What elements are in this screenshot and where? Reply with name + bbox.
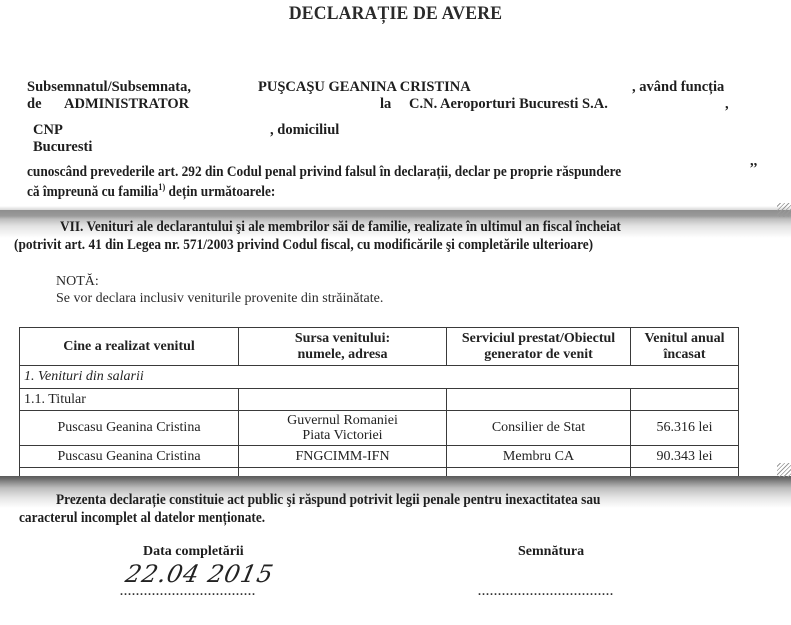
function-label: , având funcția: [632, 79, 725, 95]
line-comma: ,: [725, 96, 729, 112]
date-dotted-line: ..................................: [120, 584, 256, 598]
empty-cell: [631, 389, 739, 411]
table-row: [20, 411, 739, 446]
section-vii-title-line-2: (potrivit art. 41 din Legea nr. 571/2003 privind Codul fiscal, cu modificările şi completările ulterioare): [14, 237, 594, 253]
cnp-label: CNP: [33, 122, 63, 138]
signature-label: Semnătura: [518, 544, 585, 559]
fold-corner-icon: [777, 463, 791, 477]
income-source: Guvernul Romaniei Piata Victoriei: [239, 411, 447, 446]
column-header-source: Sursa venitului: numele, adresa: [239, 328, 447, 366]
declaration-line-1: cunoscând prevederile art. 292 din Codul penal privind falsul în declarații, declar pe proprie răspundere: [27, 164, 622, 180]
column-header-amount: Venitul anual încasat: [631, 328, 739, 366]
section-vii-title-line-1: VII. Venituri ale declarantului şi ale membrilor săi de familie, realizate în ultimul an fiscal încheiat: [60, 219, 621, 235]
declaration-text-a: că împreună cu familia: [27, 183, 159, 200]
income-service: Membru CA: [447, 446, 631, 468]
statement-line-2: caracterul incomplet al datelor menționate.: [19, 510, 266, 526]
income-amount: 56.316 lei: [631, 411, 739, 446]
declarant-name: PUŞCAŞU GEANINA CRISTINA: [258, 79, 471, 95]
section-salaries-label: 1. Venituri din salarii: [20, 366, 739, 389]
empty-cell: [239, 389, 447, 411]
function-prefix: de: [27, 96, 42, 112]
income-who: Puscasu Geanina Cristina: [20, 446, 239, 468]
function-value: ADMINISTRATOR: [64, 96, 190, 112]
income-service: Consilier de Stat: [447, 411, 631, 446]
fold-corner-icon: [777, 203, 791, 217]
income-amount: 90.343 lei: [631, 446, 739, 468]
institution-name: C.N. Aeroporturi Bucuresti S.A.: [409, 96, 608, 112]
date-value-handwritten: 22.04 2015: [123, 560, 277, 588]
table-subsection-row: [20, 389, 739, 411]
table-row: [20, 446, 739, 468]
empty-cell: [447, 389, 631, 411]
declaration-line-2: [27, 182, 275, 201]
table-header-row: [20, 328, 739, 366]
note-text: Se vor declara inclusiv veniturile provenite din străinătate.: [56, 291, 384, 306]
note-label: NOTĂ:: [56, 274, 99, 289]
income-table: [19, 327, 739, 480]
declarant-label: Subsemnatul/Subsemnata,: [27, 79, 191, 95]
signature-dotted-line: ..................................: [478, 584, 614, 598]
document-title: DECLARAȚIE DE AVERE: [288, 3, 503, 24]
domicile-label: , domiciliul: [270, 122, 340, 138]
subsection-titular-label: 1.1. Titular: [20, 389, 239, 411]
column-header-service: Serviciul prestat/Obiectul generator de venit: [447, 328, 631, 366]
quote-mark: ,,: [750, 153, 758, 169]
income-who: Puscasu Geanina Cristina: [20, 411, 239, 446]
footnote-marker: 1): [158, 182, 166, 192]
domicile-city: Bucuresti: [33, 139, 93, 155]
column-header-who: Cine a realizat venitul: [20, 328, 239, 366]
date-label: Data completării: [143, 544, 244, 559]
institution-prefix: la: [380, 96, 392, 112]
table-section-row: [20, 366, 739, 389]
declaration-text-b: dețin următoarele:: [165, 183, 276, 200]
statement-line-1: Prezenta declarație constituie act public şi răspund potrivit legii penale pentru inexactitatea sau: [56, 492, 601, 508]
income-source: FNGCIMM-IFN: [239, 446, 447, 468]
